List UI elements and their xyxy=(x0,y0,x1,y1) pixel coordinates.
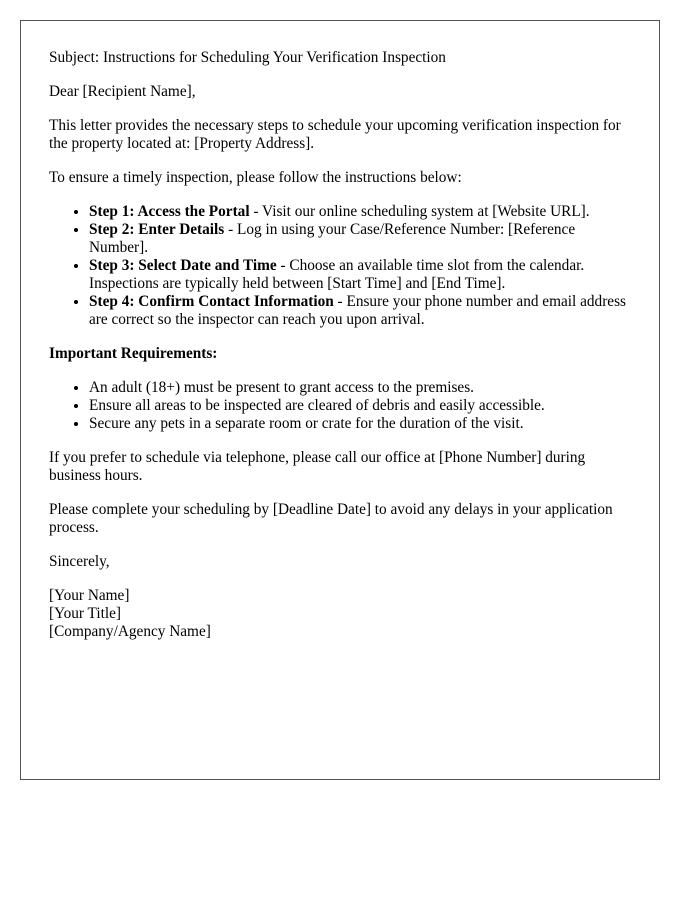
letter-page xyxy=(20,20,660,780)
greeting: Dear [Recipient Name], xyxy=(49,83,196,100)
step-title: Step 4: Confirm Contact Information xyxy=(89,293,334,310)
requirements-list xyxy=(49,379,631,433)
requirements-heading xyxy=(49,345,631,363)
signature-company: [Company/Agency Name] xyxy=(49,623,211,640)
requirement-item: • An adult (18+) must be present to grant access to the premises. xyxy=(89,379,631,397)
step-item xyxy=(89,293,631,329)
requirements-heading-text: Important Requirements: xyxy=(49,345,218,362)
requirement-item: • Secure any pets in a separate room or crate for the duration of the visit. xyxy=(89,415,631,433)
step-text: - Visit our online scheduling system at [Website URL]. xyxy=(249,203,590,220)
deadline-paragraph: Please complete your scheduling by [Deadline Date] to avoid any delays in your application process. xyxy=(49,501,613,536)
signature-block xyxy=(49,587,631,641)
step-text: - Choose an available time slot from the calendar. Inspections are typically held between [Start Time] and [End Time]. xyxy=(89,257,585,292)
steps-list xyxy=(49,203,631,329)
subject-line: Subject: Instructions for Scheduling Your Verification Inspection xyxy=(49,49,446,66)
step-title: Step 1: Access the Portal xyxy=(89,203,250,220)
instructions-lead: To ensure a timely inspection, please follow the instructions below: xyxy=(49,169,462,186)
step-item xyxy=(89,221,631,257)
signature-name: [Your Name] xyxy=(49,587,130,604)
step-item xyxy=(89,257,631,293)
step-title: Step 3: Select Date and Time xyxy=(89,257,277,274)
closing: Sincerely, xyxy=(49,553,110,570)
signature-title: [Your Title] xyxy=(49,605,121,622)
step-title: Step 2: Enter Details xyxy=(89,221,225,238)
requirement-item: • Ensure all areas to be inspected are cleared of debris and easily accessible. xyxy=(89,397,631,415)
step-item xyxy=(89,203,631,221)
step-text: - Log in using your Case/Reference Number: [Reference Number]. xyxy=(89,221,576,256)
telephone-paragraph: If you prefer to schedule via telephone, please call our office at [Phone Number] during business hours. xyxy=(49,449,586,484)
intro-paragraph: This letter provides the necessary steps to schedule your upcoming verification inspection for the property located at: [Property Address]. xyxy=(49,117,621,152)
step-text: - Ensure your phone number and email address are correct so the inspector can reach you upon arrival. xyxy=(89,293,626,328)
